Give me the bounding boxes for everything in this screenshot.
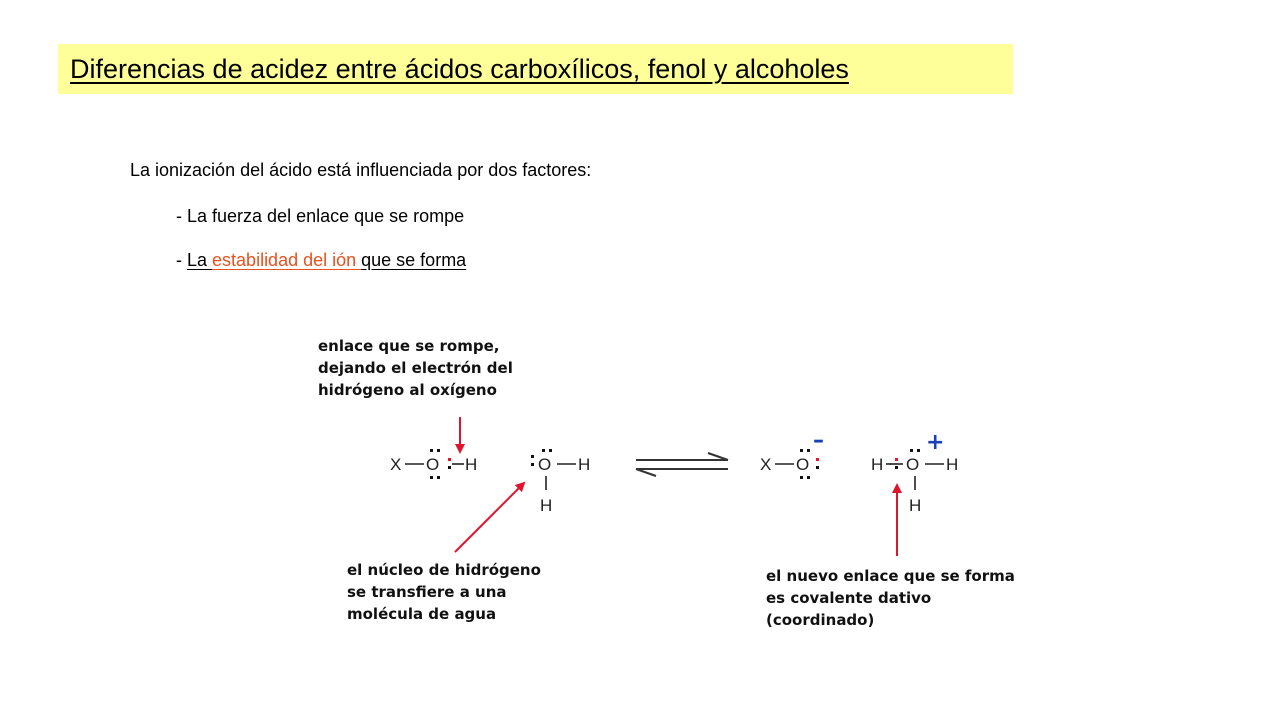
- lone-pair-dot: [917, 449, 920, 452]
- atom-h: H: [909, 496, 922, 515]
- reverse-arrow-head: [636, 469, 656, 476]
- bullet-part-c: que se forma: [361, 250, 467, 270]
- label-line: el núcleo de hidrógeno: [347, 561, 541, 579]
- lone-pair-dot: [437, 476, 440, 479]
- slide-title: Diferencias de acidez entre ácidos carboxílicos, fenol y alcoholes: [70, 54, 849, 84]
- lone-pair-dot: [437, 449, 440, 452]
- bullet-dash: -: [176, 250, 187, 270]
- atom-o: O: [906, 455, 920, 474]
- arrow-nucleus-transfer: [455, 483, 524, 552]
- atom-h: H: [946, 455, 959, 474]
- atom-h: H: [465, 455, 478, 474]
- equilibrium-arrows: [636, 453, 728, 476]
- lone-pair-dot: [807, 476, 810, 479]
- molecule-anion: [760, 428, 824, 479]
- label-line: el nuevo enlace que se forma: [766, 567, 1015, 585]
- atom-x: X: [760, 455, 772, 474]
- positive-charge: +: [926, 430, 945, 455]
- label-line: (coordinado): [766, 611, 875, 629]
- molecule-water: [531, 449, 590, 515]
- label-line: se transfiere a una: [347, 583, 507, 601]
- bullet-bond-strength: - La fuerza del enlace que se rompe: [176, 206, 465, 226]
- lone-pair-dot: [800, 449, 803, 452]
- lone-pair-dot: [531, 463, 534, 466]
- forward-arrow-head: [708, 453, 728, 460]
- bonding-electron-dot: [448, 466, 451, 469]
- label-line: es covalente dativo: [766, 589, 932, 607]
- lone-pair-dot: [549, 449, 552, 452]
- bonding-electron-dot: [895, 458, 898, 461]
- lone-pair-dot: [430, 449, 433, 452]
- atom-o: O: [538, 455, 552, 474]
- atom-o: O: [796, 455, 810, 474]
- bonding-electron-dot: [816, 458, 819, 461]
- bullet-highlight: estabilidad del ión: [212, 250, 362, 270]
- bonding-electron-dot: [816, 466, 819, 469]
- label-line: molécula de agua: [347, 605, 497, 623]
- atom-h: H: [578, 455, 591, 474]
- bonding-electron-dot: [895, 466, 898, 469]
- label-line: enlace que se rompe,: [318, 337, 500, 355]
- intro-text: La ionización del ácido está influenciada por dos factores:: [130, 160, 592, 180]
- lone-pair-dot: [800, 476, 803, 479]
- lone-pair-dot: [542, 449, 545, 452]
- molecule-hydronium: [871, 430, 958, 515]
- lone-pair-dot: [430, 476, 433, 479]
- label-line: dejando el electrón del: [318, 359, 513, 377]
- bullet-part-a: La: [187, 250, 213, 270]
- lone-pair-dot: [807, 449, 810, 452]
- negative-charge: –: [813, 428, 824, 453]
- lone-pair-dot: [531, 455, 534, 458]
- bonding-electron-dot: [448, 458, 451, 461]
- atom-o: O: [426, 455, 440, 474]
- molecule-acid: [390, 449, 477, 479]
- atom-h: H: [540, 496, 553, 515]
- atom-h: H: [871, 455, 884, 474]
- atom-x: X: [390, 455, 402, 474]
- label-line: hidrógeno al oxígeno: [318, 381, 497, 399]
- lone-pair-dot: [910, 449, 913, 452]
